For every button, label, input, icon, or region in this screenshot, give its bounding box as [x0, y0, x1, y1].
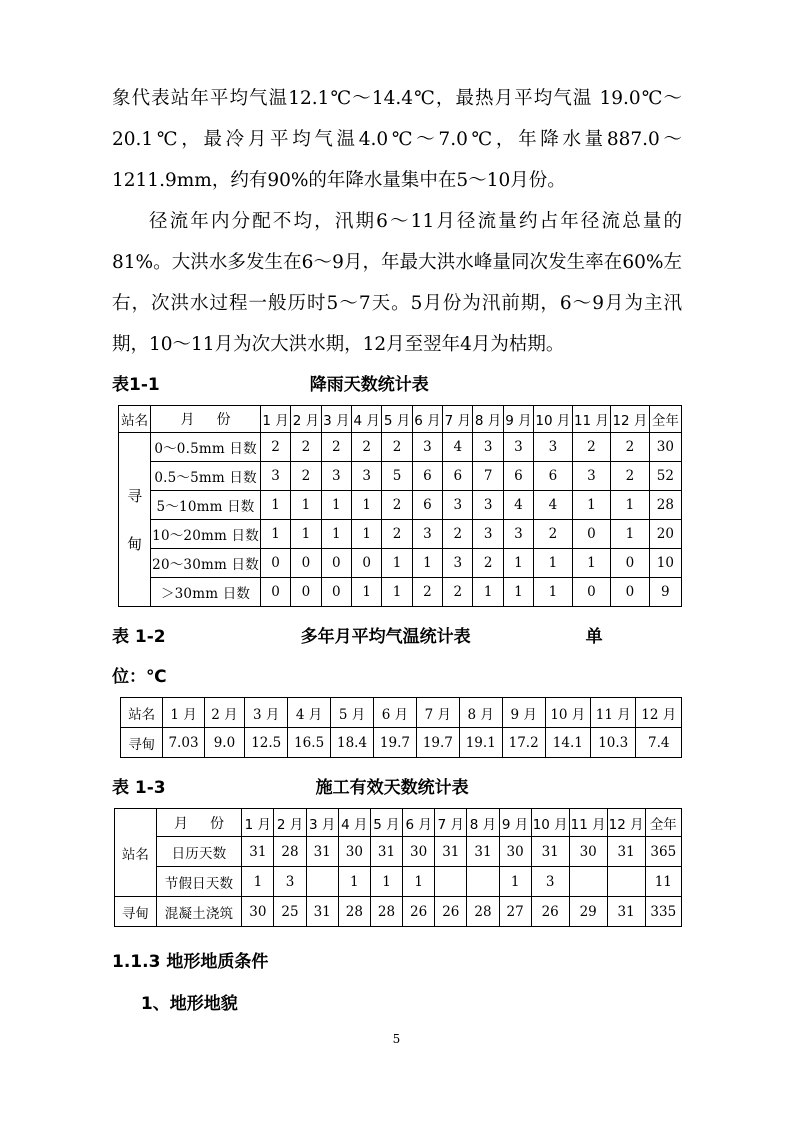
cell: 1 [338, 867, 370, 897]
table1-header-m1: 1 月 [260, 406, 290, 433]
cell: 31 [242, 837, 274, 867]
cell: 1 [260, 520, 290, 549]
table-row [121, 698, 682, 728]
cell: 11 [645, 867, 681, 897]
cell: 0 [611, 549, 650, 578]
cell: 6 [503, 462, 533, 491]
table1-header-m9: 9 月 [503, 406, 533, 433]
cell: 4 [534, 491, 573, 520]
cell: 3 [473, 520, 503, 549]
cell: 1 [412, 549, 442, 578]
table2-header-station: 站名 [121, 698, 163, 728]
table1-header-m3: 3 月 [321, 406, 351, 433]
cell: 9 [649, 578, 681, 607]
cell: 3 [412, 520, 442, 549]
cell: 0 [321, 549, 351, 578]
cell: 1 [503, 549, 533, 578]
table1-header-annual: 全年 [649, 406, 681, 433]
cell: 26 [403, 897, 435, 927]
cell: 31 [607, 837, 645, 867]
table1-station-cell [119, 433, 151, 607]
cell: 1 [382, 549, 412, 578]
cell [569, 867, 607, 897]
table1-header-m6: 6 月 [412, 406, 442, 433]
table2-caption-unit-a: 单 [585, 627, 603, 647]
month-word-a: 月 [174, 815, 188, 832]
table1-caption [112, 365, 682, 405]
table2-header-m12: 12 月 [636, 698, 682, 728]
station-char-2: 甸 [127, 534, 143, 553]
cell: 1 [352, 520, 382, 549]
cell: 9.0 [204, 728, 245, 758]
table1-row-label: ＞30mm 日数 [151, 578, 261, 607]
cell: 16.5 [288, 728, 331, 758]
cell: 2 [473, 549, 503, 578]
table2-header-m7: 7 月 [416, 698, 459, 728]
cell: 1 [352, 578, 382, 607]
table3-row-label: 节假日天数 [156, 867, 242, 897]
table3-header-m11: 11 月 [569, 809, 607, 837]
cell [435, 867, 467, 897]
cell: 2 [611, 462, 650, 491]
cell: 31 [370, 837, 402, 867]
cell: 0 [291, 578, 321, 607]
table1-row-label: 5～10mm 日数 [151, 491, 261, 520]
cell: 1 [572, 491, 611, 520]
cell: 1 [499, 867, 531, 897]
cell: 3 [572, 462, 611, 491]
cell: 1 [382, 578, 412, 607]
table2-header-m5: 5 月 [331, 698, 374, 728]
table-row [115, 809, 682, 837]
subsection-heading: 1、地形地貌 [140, 994, 238, 1014]
cell: 28 [649, 491, 681, 520]
cell: 17.2 [502, 728, 545, 758]
table2-header-m1: 1 月 [163, 698, 204, 728]
cell: 19.7 [416, 728, 459, 758]
cell: 19.1 [459, 728, 502, 758]
cell: 3 [274, 867, 306, 897]
cell: 3 [352, 462, 382, 491]
table-row [121, 728, 682, 758]
month-word-a: 月 [180, 412, 195, 428]
table-row [115, 867, 682, 897]
cell: 0 [572, 520, 611, 549]
cell: 7 [473, 462, 503, 491]
table2-header-m9: 9 月 [502, 698, 545, 728]
cell: 1 [473, 578, 503, 607]
table2-header-m4: 4 月 [288, 698, 331, 728]
paragraph-runoff: 径流年内分配不均，汛期6～11月径流量约占年径流总量的81%。大洪水多发生在6～9月，年最大洪水峰量同次发生率在60%左右，次洪水过程一般历时5～7天。5月份为汛前期，6～9月为主汛期，10～11月为次大洪水期，12月至翌年4月为枯期。 [112, 211, 682, 355]
cell [306, 867, 338, 897]
page-number: 5 [392, 1032, 401, 1046]
table2-header-m2: 2 月 [204, 698, 245, 728]
cell: 0 [260, 549, 290, 578]
page-content [112, 78, 682, 1025]
table1-row-label: 0～0.5mm 日数 [151, 433, 261, 462]
table-row [119, 578, 682, 607]
table2-header-m11: 11 月 [591, 698, 636, 728]
table2-caption-title: 多年月平均气温统计表 [300, 627, 471, 647]
cell: 1 [291, 520, 321, 549]
table3-header-m10: 10 月 [531, 809, 569, 837]
cell: 2 [443, 578, 473, 607]
cell: 4 [503, 491, 533, 520]
cell: 1 [611, 491, 650, 520]
cell: 7.03 [163, 728, 204, 758]
table3-header-m1: 1 月 [242, 809, 274, 837]
cell: 1 [403, 867, 435, 897]
table3-header-m7: 7 月 [435, 809, 467, 837]
table1-header-m11: 11 月 [572, 406, 611, 433]
cell: 28 [274, 837, 306, 867]
cell: 31 [607, 897, 645, 927]
cell: 28 [338, 897, 370, 927]
monthly-mean-temperature-table [120, 697, 682, 758]
cell: 30 [499, 837, 531, 867]
cell: 31 [435, 837, 467, 867]
table2-header-m6: 6 月 [373, 698, 416, 728]
cell: 30 [338, 837, 370, 867]
table1-row-label: 10～20mm 日数 [151, 520, 261, 549]
cell: 20 [649, 520, 681, 549]
cell: 0 [572, 578, 611, 607]
cell: 26 [531, 897, 569, 927]
cell: 2 [443, 520, 473, 549]
cell: 3 [443, 549, 473, 578]
table1-header-m7: 7 月 [443, 406, 473, 433]
cell: 31 [306, 897, 338, 927]
table3-caption-label: 表 1-3 [112, 778, 166, 798]
cell: 1 [352, 491, 382, 520]
effective-construction-days-table [114, 808, 682, 927]
cell: 2 [321, 433, 351, 462]
cell: 29 [569, 897, 607, 927]
table3-header-m8: 8 月 [467, 809, 499, 837]
cell: 3 [534, 433, 573, 462]
cell: 28 [467, 897, 499, 927]
cell: 30 [569, 837, 607, 867]
cell: 3 [473, 491, 503, 520]
table3-header-m12: 12 月 [607, 809, 645, 837]
rainfall-days-table [118, 405, 682, 607]
cell: 1 [260, 491, 290, 520]
cell: 6 [534, 462, 573, 491]
cell: 30 [242, 897, 274, 927]
table3-header-m4: 4 月 [338, 809, 370, 837]
cell: 10 [649, 549, 681, 578]
cell: 6 [412, 491, 442, 520]
cell: 6 [443, 462, 473, 491]
cell: 1 [291, 491, 321, 520]
table3-header-m2: 2 月 [274, 809, 306, 837]
cell: 31 [467, 837, 499, 867]
station-char-1: 寻 [127, 486, 143, 505]
table1-header-m12: 12 月 [611, 406, 650, 433]
table-row [115, 837, 682, 867]
cell: 30 [649, 433, 681, 462]
table-row [119, 549, 682, 578]
cell: 2 [534, 520, 573, 549]
table3-header-m6: 6 月 [403, 809, 435, 837]
table-row [115, 897, 682, 927]
cell: 1 [611, 520, 650, 549]
cell: 1 [503, 578, 533, 607]
section-heading: 1.1.3 地形地质条件 [112, 952, 269, 972]
table3-row-label: 日历天数 [156, 837, 242, 867]
cell: 12.5 [245, 728, 288, 758]
cell: 2 [382, 520, 412, 549]
cell: 2 [382, 433, 412, 462]
table-row [119, 491, 682, 520]
table2-caption-label: 表 1-2 [112, 627, 166, 647]
cell: 28 [370, 897, 402, 927]
cell: 0 [291, 549, 321, 578]
cell: 1 [242, 867, 274, 897]
table-row [119, 406, 682, 433]
cell: 335 [645, 897, 681, 927]
cell: 31 [306, 837, 338, 867]
cell: 1 [321, 520, 351, 549]
cell: 10.3 [591, 728, 636, 758]
table2-header-m10: 10 月 [545, 698, 590, 728]
cell: 3 [443, 491, 473, 520]
table1-header-station: 站名 [119, 406, 151, 433]
cell: 3 [531, 867, 569, 897]
cell [607, 867, 645, 897]
cell: 2 [412, 578, 442, 607]
cell: 3 [473, 433, 503, 462]
cell: 1 [534, 549, 573, 578]
table3-header-annual: 全年 [645, 809, 681, 837]
table2-caption-unit: 位：℃ [112, 667, 167, 687]
table2-station-name: 寻甸 [121, 728, 163, 758]
table-row [119, 520, 682, 549]
cell: 1 [370, 867, 402, 897]
cell: 1 [321, 491, 351, 520]
cell: 3 [260, 462, 290, 491]
cell: 31 [531, 837, 569, 867]
table1-row-label: 20～30mm 日数 [151, 549, 261, 578]
table1-header-m10: 10 月 [534, 406, 573, 433]
cell: 19.7 [373, 728, 416, 758]
table2-caption [112, 617, 682, 657]
table2-header-m3: 3 月 [245, 698, 288, 728]
table3-caption [112, 768, 682, 808]
table1-header-m5: 5 月 [382, 406, 412, 433]
cell: 30 [403, 837, 435, 867]
table1-caption-label: 表1-1 [112, 375, 160, 395]
cell: 3 [321, 462, 351, 491]
table-row [119, 462, 682, 491]
table3-header-m9: 9 月 [499, 809, 531, 837]
cell: 0 [352, 549, 382, 578]
cell: 2 [291, 462, 321, 491]
cell: 18.4 [331, 728, 374, 758]
cell: 1 [572, 549, 611, 578]
cell: 2 [572, 433, 611, 462]
table1-caption-title: 降雨天数统计表 [309, 375, 429, 395]
table1-header-m2: 2 月 [291, 406, 321, 433]
cell: 5 [382, 462, 412, 491]
cell: 26 [435, 897, 467, 927]
cell: 0 [260, 578, 290, 607]
table3-header-m5: 5 月 [370, 809, 402, 837]
cell: 3 [503, 433, 533, 462]
cell: 6 [412, 462, 442, 491]
cell: 14.1 [545, 728, 590, 758]
table3-header-m3: 3 月 [306, 809, 338, 837]
cell: 3 [503, 520, 533, 549]
table1-header-m4: 4 月 [352, 406, 382, 433]
table-row [119, 433, 682, 462]
cell: 0 [321, 578, 351, 607]
cell [467, 867, 499, 897]
cell: 2 [352, 433, 382, 462]
cell: 2 [291, 433, 321, 462]
cell: 27 [499, 897, 531, 927]
month-word-b: 份 [216, 412, 231, 428]
cell: 7.4 [636, 728, 682, 758]
cell: 4 [443, 433, 473, 462]
cell: 25 [274, 897, 306, 927]
cell: 0 [611, 578, 650, 607]
cell: 365 [645, 837, 681, 867]
cell: 2 [611, 433, 650, 462]
table3-header-month [156, 809, 242, 837]
cell: 52 [649, 462, 681, 491]
cell: 3 [412, 433, 442, 462]
table3-station-header: 站名 [115, 809, 157, 897]
cell: 2 [382, 491, 412, 520]
cell: 1 [534, 578, 573, 607]
table3-caption-title: 施工有效天数统计表 [315, 778, 469, 798]
table1-header-month [151, 406, 261, 433]
table3-row-label: 混凝土浇筑 [156, 897, 242, 927]
table1-row-label: 0.5～5mm 日数 [151, 462, 261, 491]
cell: 2 [260, 433, 290, 462]
table1-header-m8: 8 月 [473, 406, 503, 433]
table3-station-name: 寻甸 [115, 897, 157, 927]
paragraph-climate: 象代表站年平均气温12.1℃～14.4℃，最热月平均气温 19.0℃～20.1℃，最冷月平均气温4.0℃～7.0℃，年降水量887.0～1211.9mm，约有90%的年降水量集中在5～10月份。 [112, 88, 682, 191]
month-word-b: 份 [210, 815, 224, 832]
table2-header-m8: 8 月 [459, 698, 502, 728]
